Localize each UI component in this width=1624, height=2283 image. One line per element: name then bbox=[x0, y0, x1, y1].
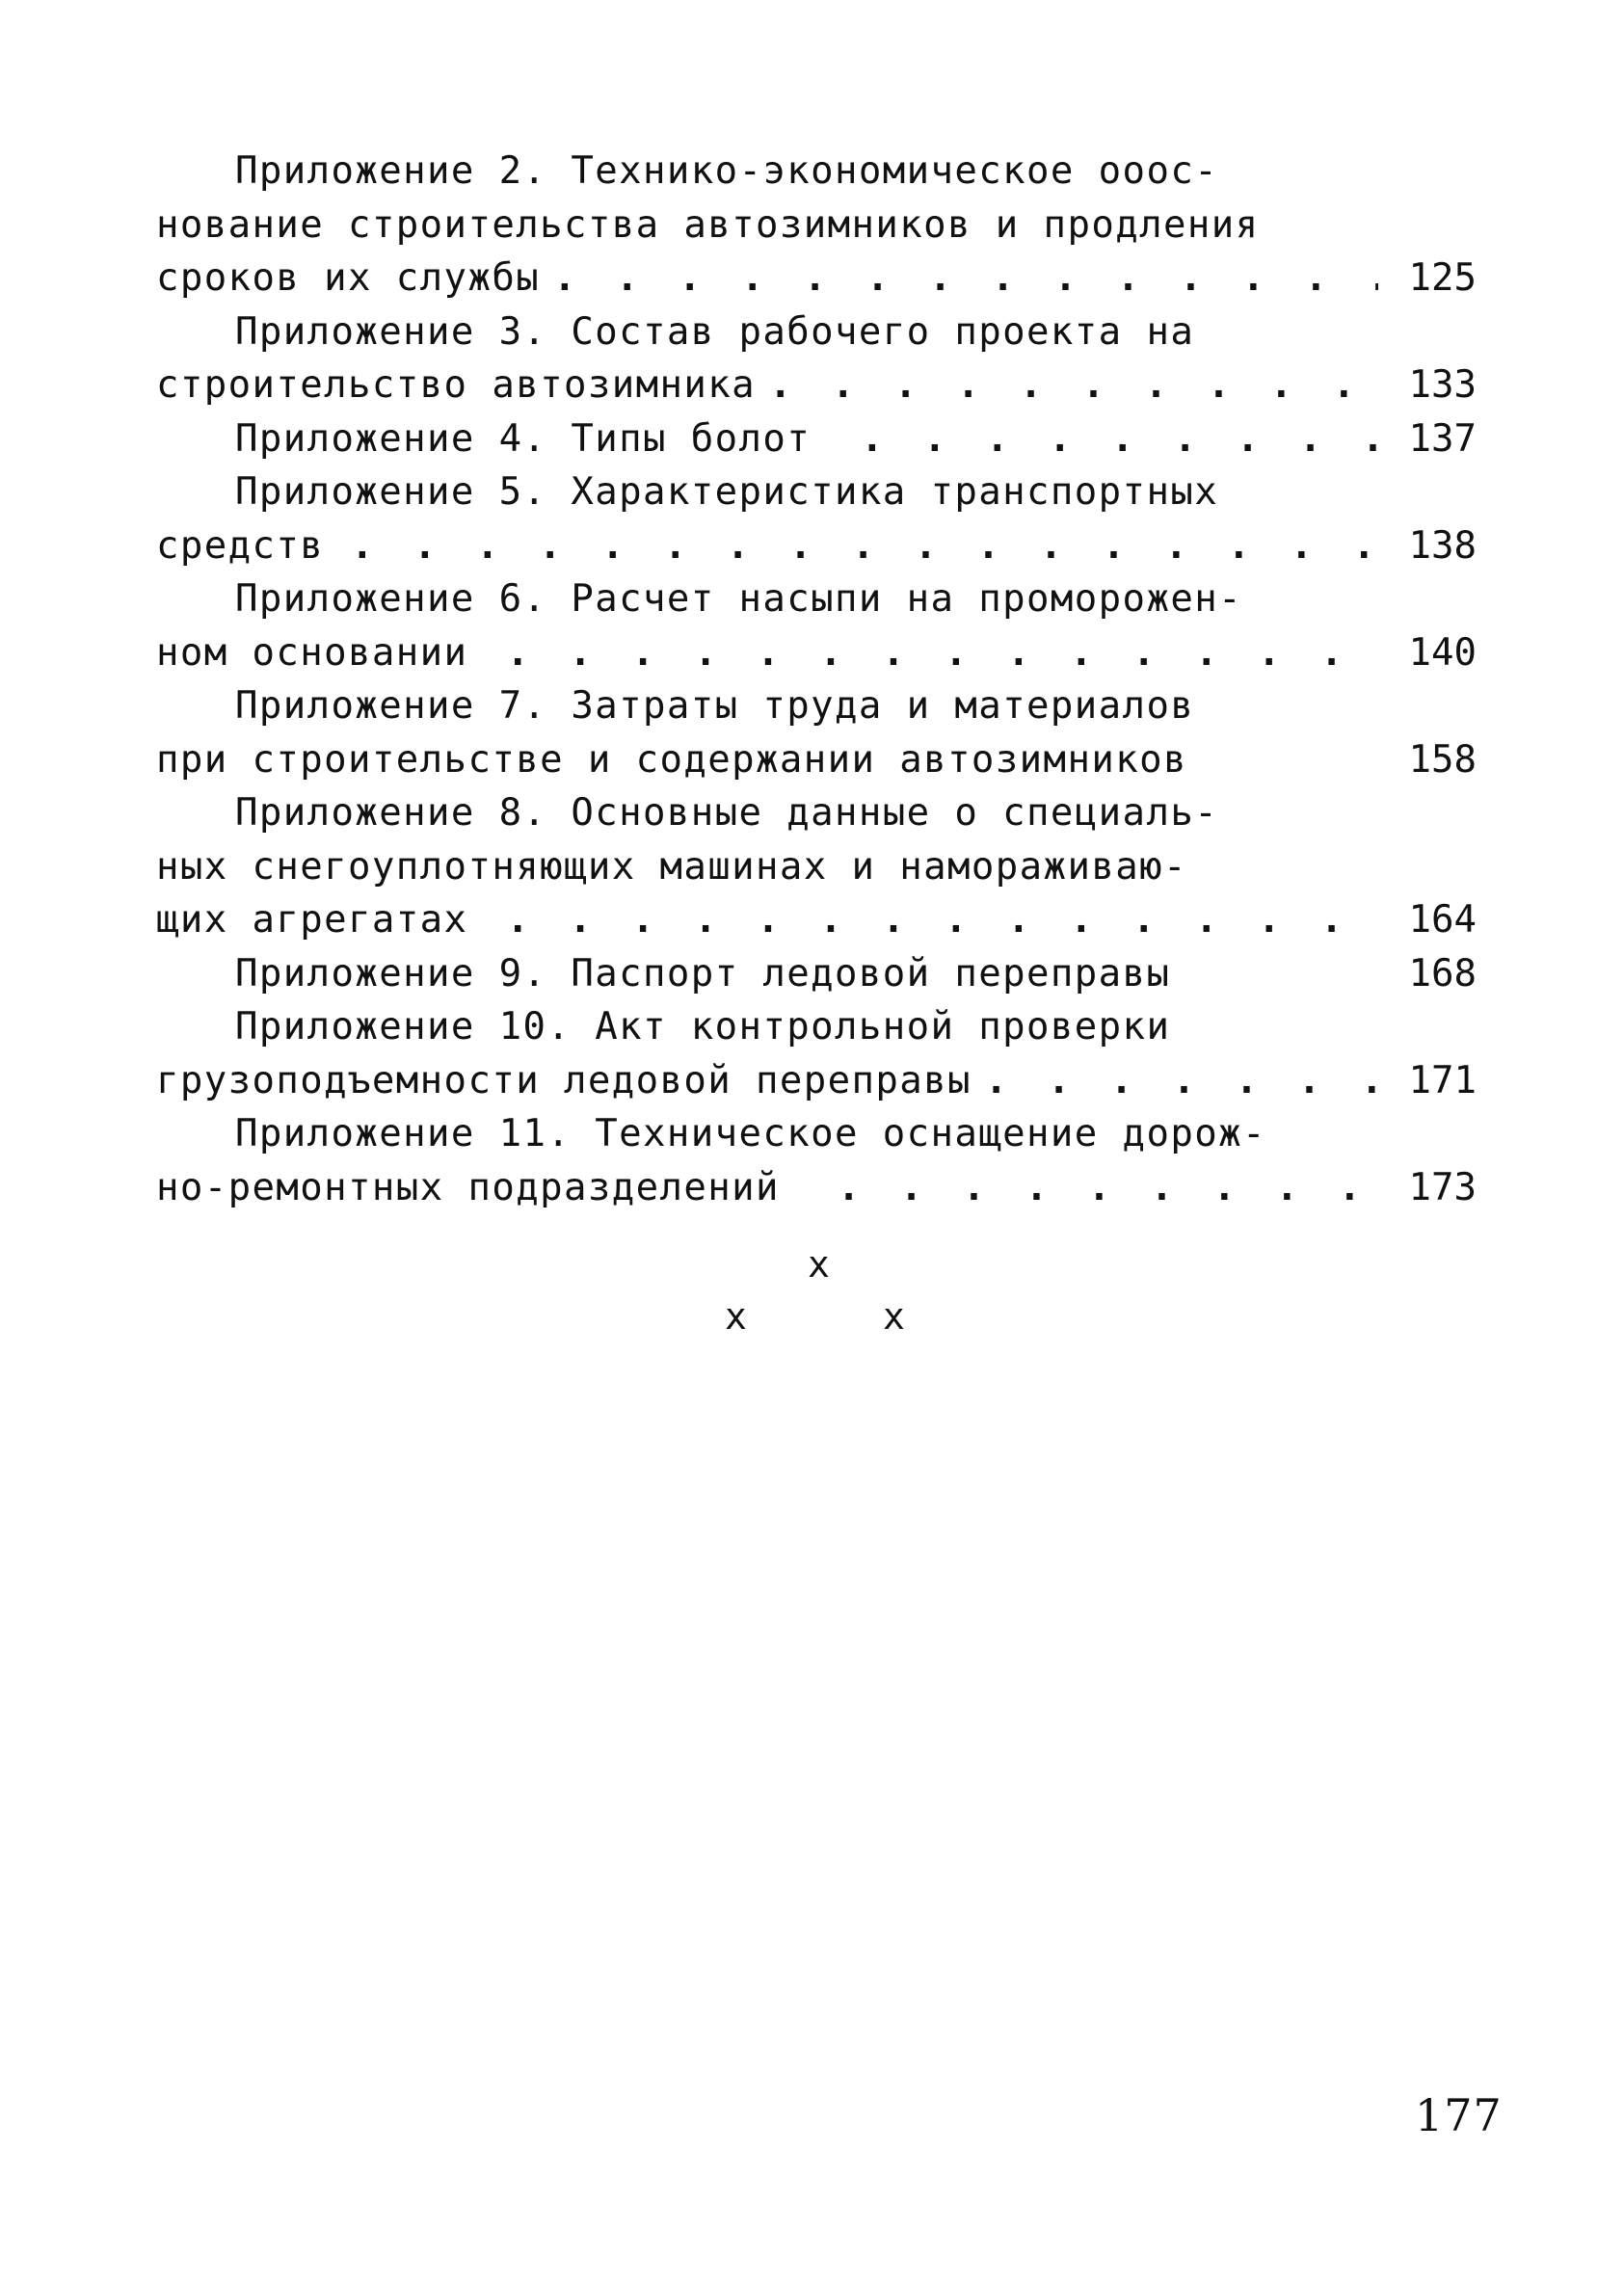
toc-page-number: 158 bbox=[1408, 737, 1477, 782]
toc-entry-line: Приложение 6. Расчет насыпи на проморожен- bbox=[235, 577, 1242, 621]
toc-page-number: 168 bbox=[1408, 951, 1477, 995]
toc-entry-line: нование строительства автозимников и продления bbox=[156, 202, 1260, 247]
dot-leader bbox=[351, 519, 1378, 573]
toc-entry-last-line bbox=[156, 947, 1477, 1001]
separator-mark-top: x bbox=[808, 1243, 830, 1286]
toc-entry-appendix-7 bbox=[156, 679, 1477, 786]
toc-page-number: 137 bbox=[1408, 416, 1477, 461]
dot-leader bbox=[506, 893, 1378, 947]
toc-page-number: 133 bbox=[1408, 363, 1477, 407]
toc-entry-appendix-5 bbox=[156, 465, 1477, 572]
toc-entry-appendix-10 bbox=[156, 1000, 1477, 1107]
toc-entry-last-line bbox=[156, 1161, 1477, 1215]
toc-entry-appendix-3 bbox=[156, 305, 1477, 412]
table-of-contents bbox=[156, 145, 1477, 1214]
toc-entry-appendix-4 bbox=[156, 412, 1477, 466]
toc-entry-last-line bbox=[156, 626, 1477, 680]
toc-entry-last-line bbox=[156, 252, 1477, 305]
toc-page-number: 171 bbox=[1408, 1058, 1477, 1102]
dot-leader bbox=[861, 412, 1378, 466]
toc-entry-appendix-11 bbox=[156, 1107, 1477, 1214]
toc-entry-last-line bbox=[156, 519, 1477, 573]
separator-mark-left: x bbox=[725, 1295, 747, 1338]
toc-entry-text: строительство автозимника bbox=[156, 363, 756, 407]
toc-entry-line: Приложение 10. Акт контрольной проверки bbox=[235, 1005, 1171, 1049]
toc-entry-last-line bbox=[156, 412, 1477, 466]
toc-page-number: 125 bbox=[1408, 256, 1477, 300]
toc-page-number: 164 bbox=[1408, 898, 1477, 942]
toc-entry-appendix-2 bbox=[156, 145, 1477, 305]
separator-mark-right: x bbox=[883, 1295, 905, 1338]
dot-leader bbox=[553, 252, 1378, 305]
dot-leader bbox=[838, 1161, 1378, 1215]
toc-entry-text: грузоподъемности ледовой переправы bbox=[156, 1058, 972, 1102]
toc-entry-appendix-6 bbox=[156, 572, 1477, 679]
toc-entry-text: Приложение 9. Паспорт ледовой переправы bbox=[235, 951, 1171, 995]
toc-entry-text: щих агрегатах bbox=[156, 898, 468, 942]
toc-entry-text: Приложение 4. Типы болот bbox=[235, 416, 812, 461]
toc-entry-line: Приложение 7. Затраты труда и материалов bbox=[235, 684, 1195, 728]
toc-page-number: 140 bbox=[1408, 630, 1477, 675]
toc-entry-line: Приложение 2. Технико-экономическое ооос- bbox=[235, 149, 1219, 193]
toc-entry-last-line bbox=[156, 893, 1477, 947]
dot-leader bbox=[506, 626, 1378, 680]
toc-entry-last-line bbox=[156, 358, 1477, 412]
toc-entry-text: ном основании bbox=[156, 630, 468, 675]
dot-leader bbox=[769, 358, 1378, 412]
toc-entry-line: Приложение 11. Техническое оснащение дорож- bbox=[235, 1112, 1266, 1155]
toc-entry-appendix-9 bbox=[156, 947, 1477, 1001]
toc-entry-line: Приложение 8. Основные данные о специаль- bbox=[235, 791, 1219, 835]
toc-entry-last-line bbox=[156, 1054, 1477, 1108]
page-number: 177 bbox=[1415, 2089, 1503, 2141]
toc-entry-text: при строительстве и содержании автозимников bbox=[156, 737, 1187, 782]
toc-entry-text: но-ремонтных подразделений bbox=[156, 1165, 780, 1209]
toc-entry-line: ных снегоуплотняющих машинах и намораживаю- bbox=[156, 844, 1187, 889]
dot-leader bbox=[985, 1054, 1378, 1108]
toc-entry-appendix-8 bbox=[156, 786, 1477, 947]
toc-page-number: 173 bbox=[1408, 1165, 1477, 1209]
toc-entry-line: Приложение 3. Состав рабочего проекта на bbox=[235, 309, 1195, 354]
toc-entry-text: сроков их службы bbox=[156, 256, 541, 300]
toc-page-number: 138 bbox=[1408, 523, 1477, 568]
toc-entry-line: Приложение 5. Характеристика транспортных bbox=[235, 470, 1219, 514]
toc-entry-text: средств bbox=[156, 523, 325, 568]
toc-entry-last-line bbox=[156, 733, 1477, 787]
